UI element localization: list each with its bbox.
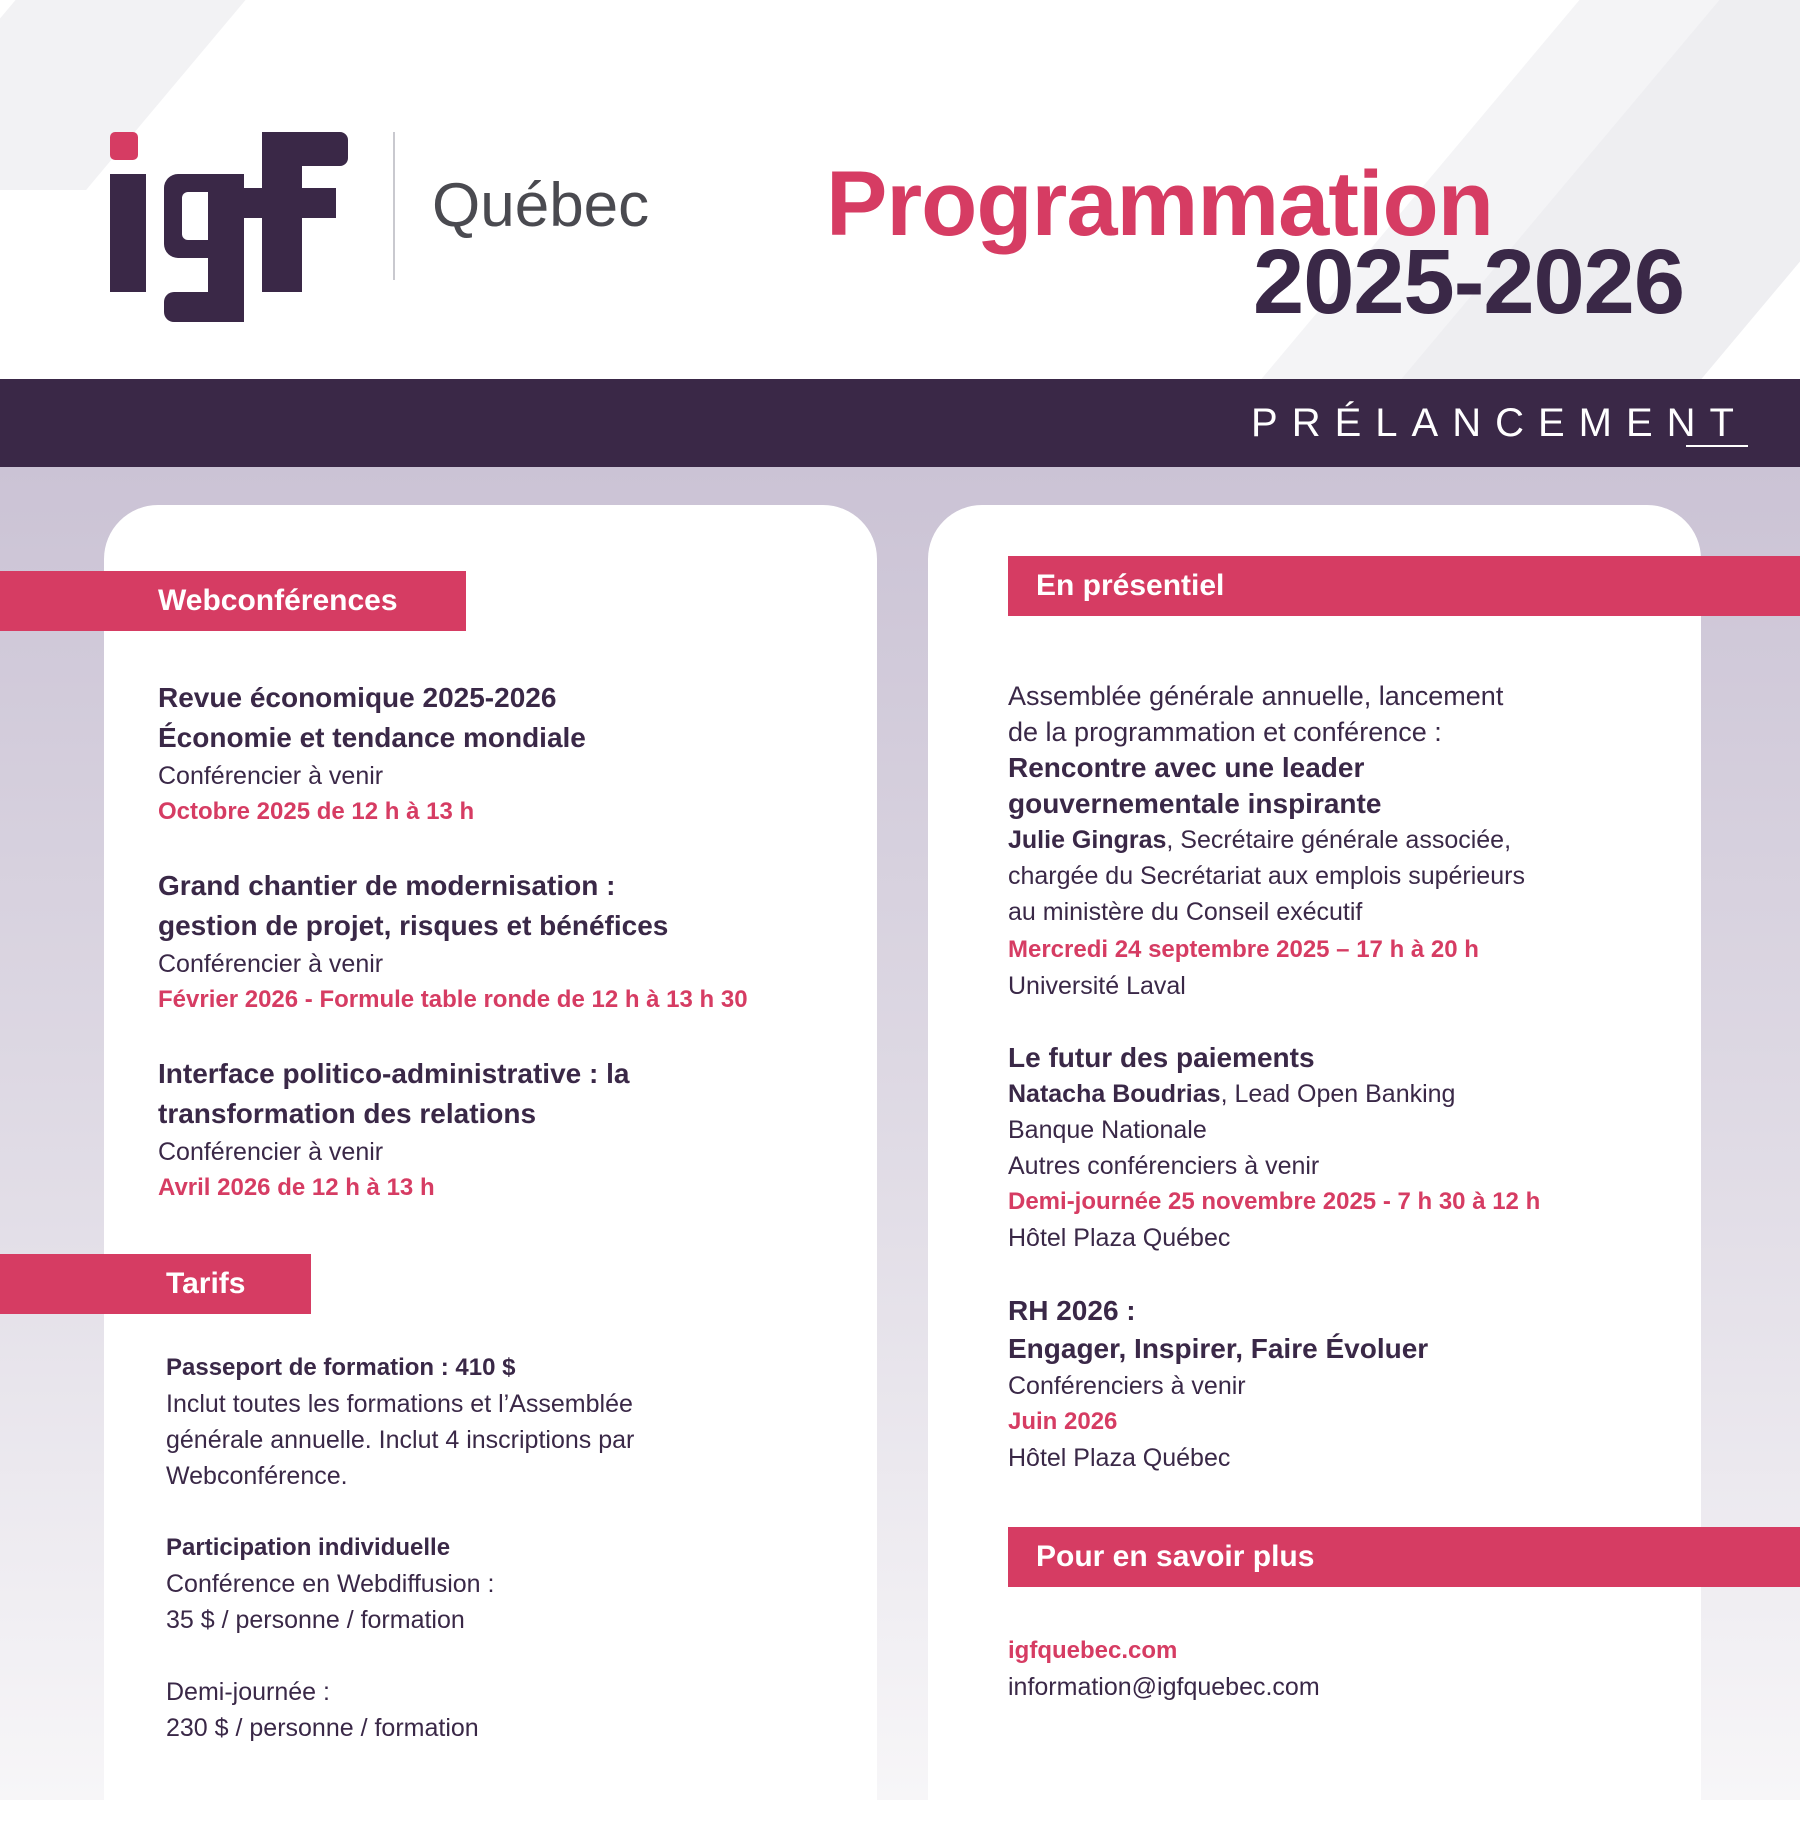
half-day-price: 230 $ / personne / formation [166,1714,479,1742]
event-place: Hôtel Plaza Québec [1008,1224,1231,1252]
event-date: Mercredi 24 septembre 2025 – 17 h à 20 h [1008,936,1479,963]
web-event [158,866,858,1018]
event-speaker: Conférencier à venir [158,1138,384,1166]
page-subtitle: 2025-2026 [1253,231,1684,333]
half-day-text: Demi-journée : [166,1678,330,1706]
logo-divider [393,132,395,280]
band-underline [1686,445,1748,447]
in-person-tag: En présentiel [1008,556,1800,616]
more-info-tag: Pour en savoir plus [1008,1527,1800,1587]
speaker-org: Banque Nationale [1008,1116,1207,1144]
event-title: Économie et tendance mondiale [158,722,586,753]
in-person-event [1008,1040,1708,1256]
passport-text: Webconférence. [166,1462,348,1490]
in-person-list [1008,678,1708,1476]
event-title: gouvernementale inspirante [1008,788,1382,819]
event-date: Juin 2026 [1008,1408,1118,1435]
contact-block [1008,1633,1708,1705]
speaker-role: , Lead Open Banking [1220,1080,1456,1108]
speaker-role: , Secrétaire générale associée, [1166,826,1512,854]
event-intro: de la programmation et conférence : [1008,717,1442,747]
speaker-role: chargée du Secrétariat aux emplois supérieurs [1008,862,1525,890]
event-date: Avril 2026 de 12 h à 13 h [158,1174,435,1201]
page-title: Programmation [826,153,1493,255]
tarifs-block [166,1350,846,1746]
event-place: Université Laval [1008,972,1186,1000]
speaker-name: Natacha Boudrias [1008,1080,1221,1108]
event-date: Demi-journée 25 novembre 2025 - 7 h 30 à 12 h [1008,1188,1541,1215]
event-title: Le futur des paiements [1008,1042,1315,1073]
event-title: Grand chantier de modernisation : [158,870,616,901]
event-speaker: Conférenciers à venir [1008,1372,1246,1400]
passport-title: Passeport de formation : 410 $ [166,1354,516,1381]
igf-logo [106,128,351,328]
event-intro: Assemblée générale annuelle, lancement [1008,681,1504,711]
event-speaker: Conférencier à venir [158,950,384,978]
event-title: transformation des relations [158,1098,537,1129]
in-person-event [1008,1292,1708,1476]
event-title: Interface politico-administrative : la [158,1058,630,1089]
individual-title: Participation individuelle [166,1534,451,1561]
event-title: Engager, Inspirer, Faire Évoluer [1008,1333,1429,1364]
prelaunch-band [0,379,1800,467]
web-event [158,1054,858,1206]
web-event-list [158,678,858,1206]
event-title: RH 2026 : [1008,1295,1136,1326]
passport-text: Inclut toutes les formations et l’Assemblée [166,1390,633,1418]
event-date: Février 2026 - Formule table ronde de 12 h à 13 h 30 [158,986,748,1013]
webconferences-tag: Webconférences [0,571,466,631]
event-speaker: Autres conférenciers à venir [1008,1152,1320,1180]
speaker-role: au ministère du Conseil exécutif [1008,898,1363,926]
event-title: gestion de projet, risques et bénéfices [158,910,669,941]
individual-price: 35 $ / personne / formation [166,1606,465,1634]
in-person-event [1008,678,1708,1004]
email-link[interactable]: information@igfquebec.com [1008,1673,1320,1701]
website-link[interactable]: igfquebec.com [1008,1637,1178,1664]
speaker-name: Julie Gingras [1008,826,1167,854]
event-speaker: Conférencier à venir [158,762,384,790]
passport-text: générale annuelle. Inclut 4 inscriptions par [166,1426,635,1454]
event-date: Octobre 2025 de 12 h à 13 h [158,798,475,825]
header [0,0,1800,379]
prelaunch-label: PRÉLANCEMENT [1251,401,1748,445]
event-place: Hôtel Plaza Québec [1008,1444,1231,1472]
web-event [158,678,858,830]
region-label: Québec [432,171,650,240]
event-title: Revue économique 2025-2026 [158,682,557,713]
tarifs-tag: Tarifs [0,1254,311,1314]
event-title: Rencontre avec une leader [1008,752,1365,783]
individual-text: Conférence en Webdiffusion : [166,1570,495,1598]
